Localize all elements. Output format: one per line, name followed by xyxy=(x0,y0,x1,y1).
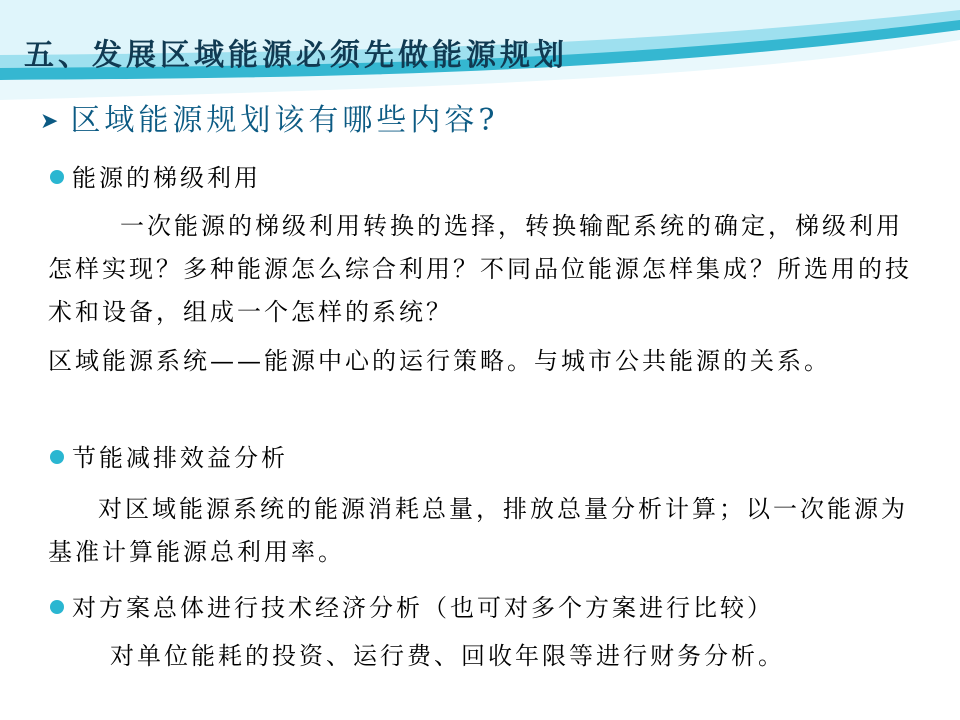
question-heading xyxy=(40,95,499,139)
bullet-dot-icon xyxy=(50,450,64,464)
bullet-dot-icon xyxy=(50,600,64,614)
section-heading xyxy=(50,158,261,193)
paragraph: 对单位能耗的投资、运行费、回收年限等进行财务分析。 xyxy=(110,642,785,670)
slide-title: 五、发展区域能源必须先做能源规划 xyxy=(24,38,568,73)
question-text: 区域能源规划该有哪些内容? xyxy=(70,103,499,138)
paragraph: 对区域能源系统的能源消耗总量，排放总量分析计算；以一次能源为基准计算能源总利用率。 xyxy=(48,495,908,566)
bullet-dot-icon xyxy=(50,170,64,184)
section-heading xyxy=(50,438,288,473)
paragraph: 区域能源系统——能源中心的运行策略。与城市公共能源的关系。 xyxy=(48,347,831,375)
section-heading xyxy=(50,588,774,623)
paragraph: 一次能源的梯级利用转换的选择，转换输配系统的确定，梯级利用怎样实现？多种能源怎么综合利用？不同品位能源怎样集成？所选用的技术和设备，组成一个怎样的系统？ xyxy=(48,212,912,326)
section-heading-text: 节能减排效益分析 xyxy=(72,444,288,472)
arrow-bullet-icon: ➤ xyxy=(40,109,63,134)
section-heading-text: 能源的梯级利用 xyxy=(72,164,261,192)
section-heading-text: 对方案总体进行技术经济分析（也可对多个方案进行比较） xyxy=(72,594,774,622)
